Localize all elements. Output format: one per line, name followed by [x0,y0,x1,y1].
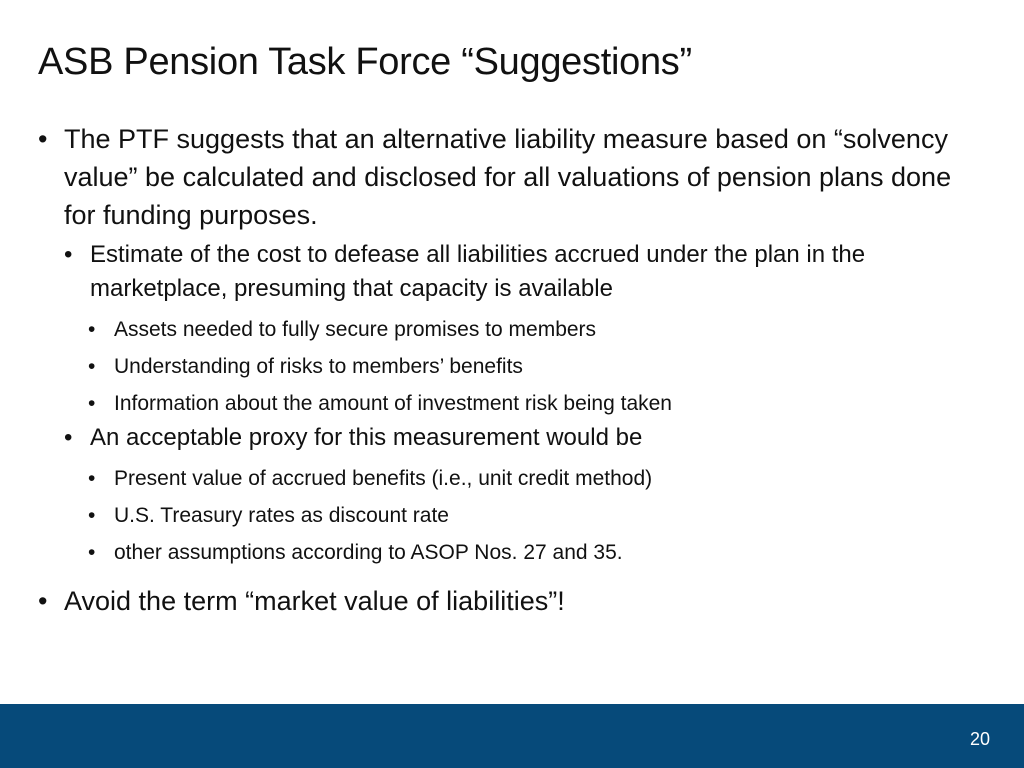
sub-sub-bullet-text: Information about the amount of investment risk being taken [114,392,672,415]
slide-title: ASB Pension Task Force “Suggestions” [38,41,692,83]
bullet-icon: • [88,467,96,490]
bullet-icon: • [88,541,96,564]
bullet-item [38,582,988,620]
bullet-icon: • [38,124,48,154]
sub-sub-bullet-text: Understanding of risks to members’ benefits [114,355,523,378]
bullet-icon: • [64,241,73,268]
sub-sub-bullet-item [88,391,988,417]
sub-bullet-text: An acceptable proxy for this measurement would be [90,424,643,451]
bullet-text: The PTF suggests that an alternative liability measure based on “solvency value” be calculated and disclosed for all valuations of pension plans done for funding purposes. [64,124,952,230]
sub-sub-bullet-text: U.S. Treasury rates as discount rate [114,504,449,527]
page-number: 20 [969,729,990,749]
sub-sub-bullet-text: Assets needed to fully secure promises to members [114,318,597,341]
bullet-text: Avoid the term “market value of liabilities”! [64,586,565,616]
bullet-icon: • [64,424,73,451]
sub-sub-bullet-text: Present value of accrued benefits (i.e., unit credit method) [114,467,653,490]
sub-sub-bullet-text: other assumptions according to ASOP Nos. 27 and 35. [114,541,623,564]
bullet-icon: • [88,504,96,527]
bullet-icon: • [88,392,96,415]
sub-bullet-item [64,238,988,306]
sub-sub-bullet-item [88,317,988,343]
sub-sub-bullet-item [88,354,988,380]
bullet-icon: • [38,586,48,616]
sub-sub-bullet-item [88,503,988,529]
slide-body [38,120,988,620]
sub-sub-bullet-item [88,466,988,492]
bullet-icon: • [88,318,96,341]
sub-sub-bullet-item [88,540,988,566]
bullet-icon: • [88,355,96,378]
sub-bullet-text: Estimate of the cost to defease all liabilities accrued under the plan in the marketplace, presuming that capacity is available [90,241,866,302]
bullet-item [38,120,988,234]
sub-bullet-item [64,421,988,455]
footer-bar [0,704,1024,768]
